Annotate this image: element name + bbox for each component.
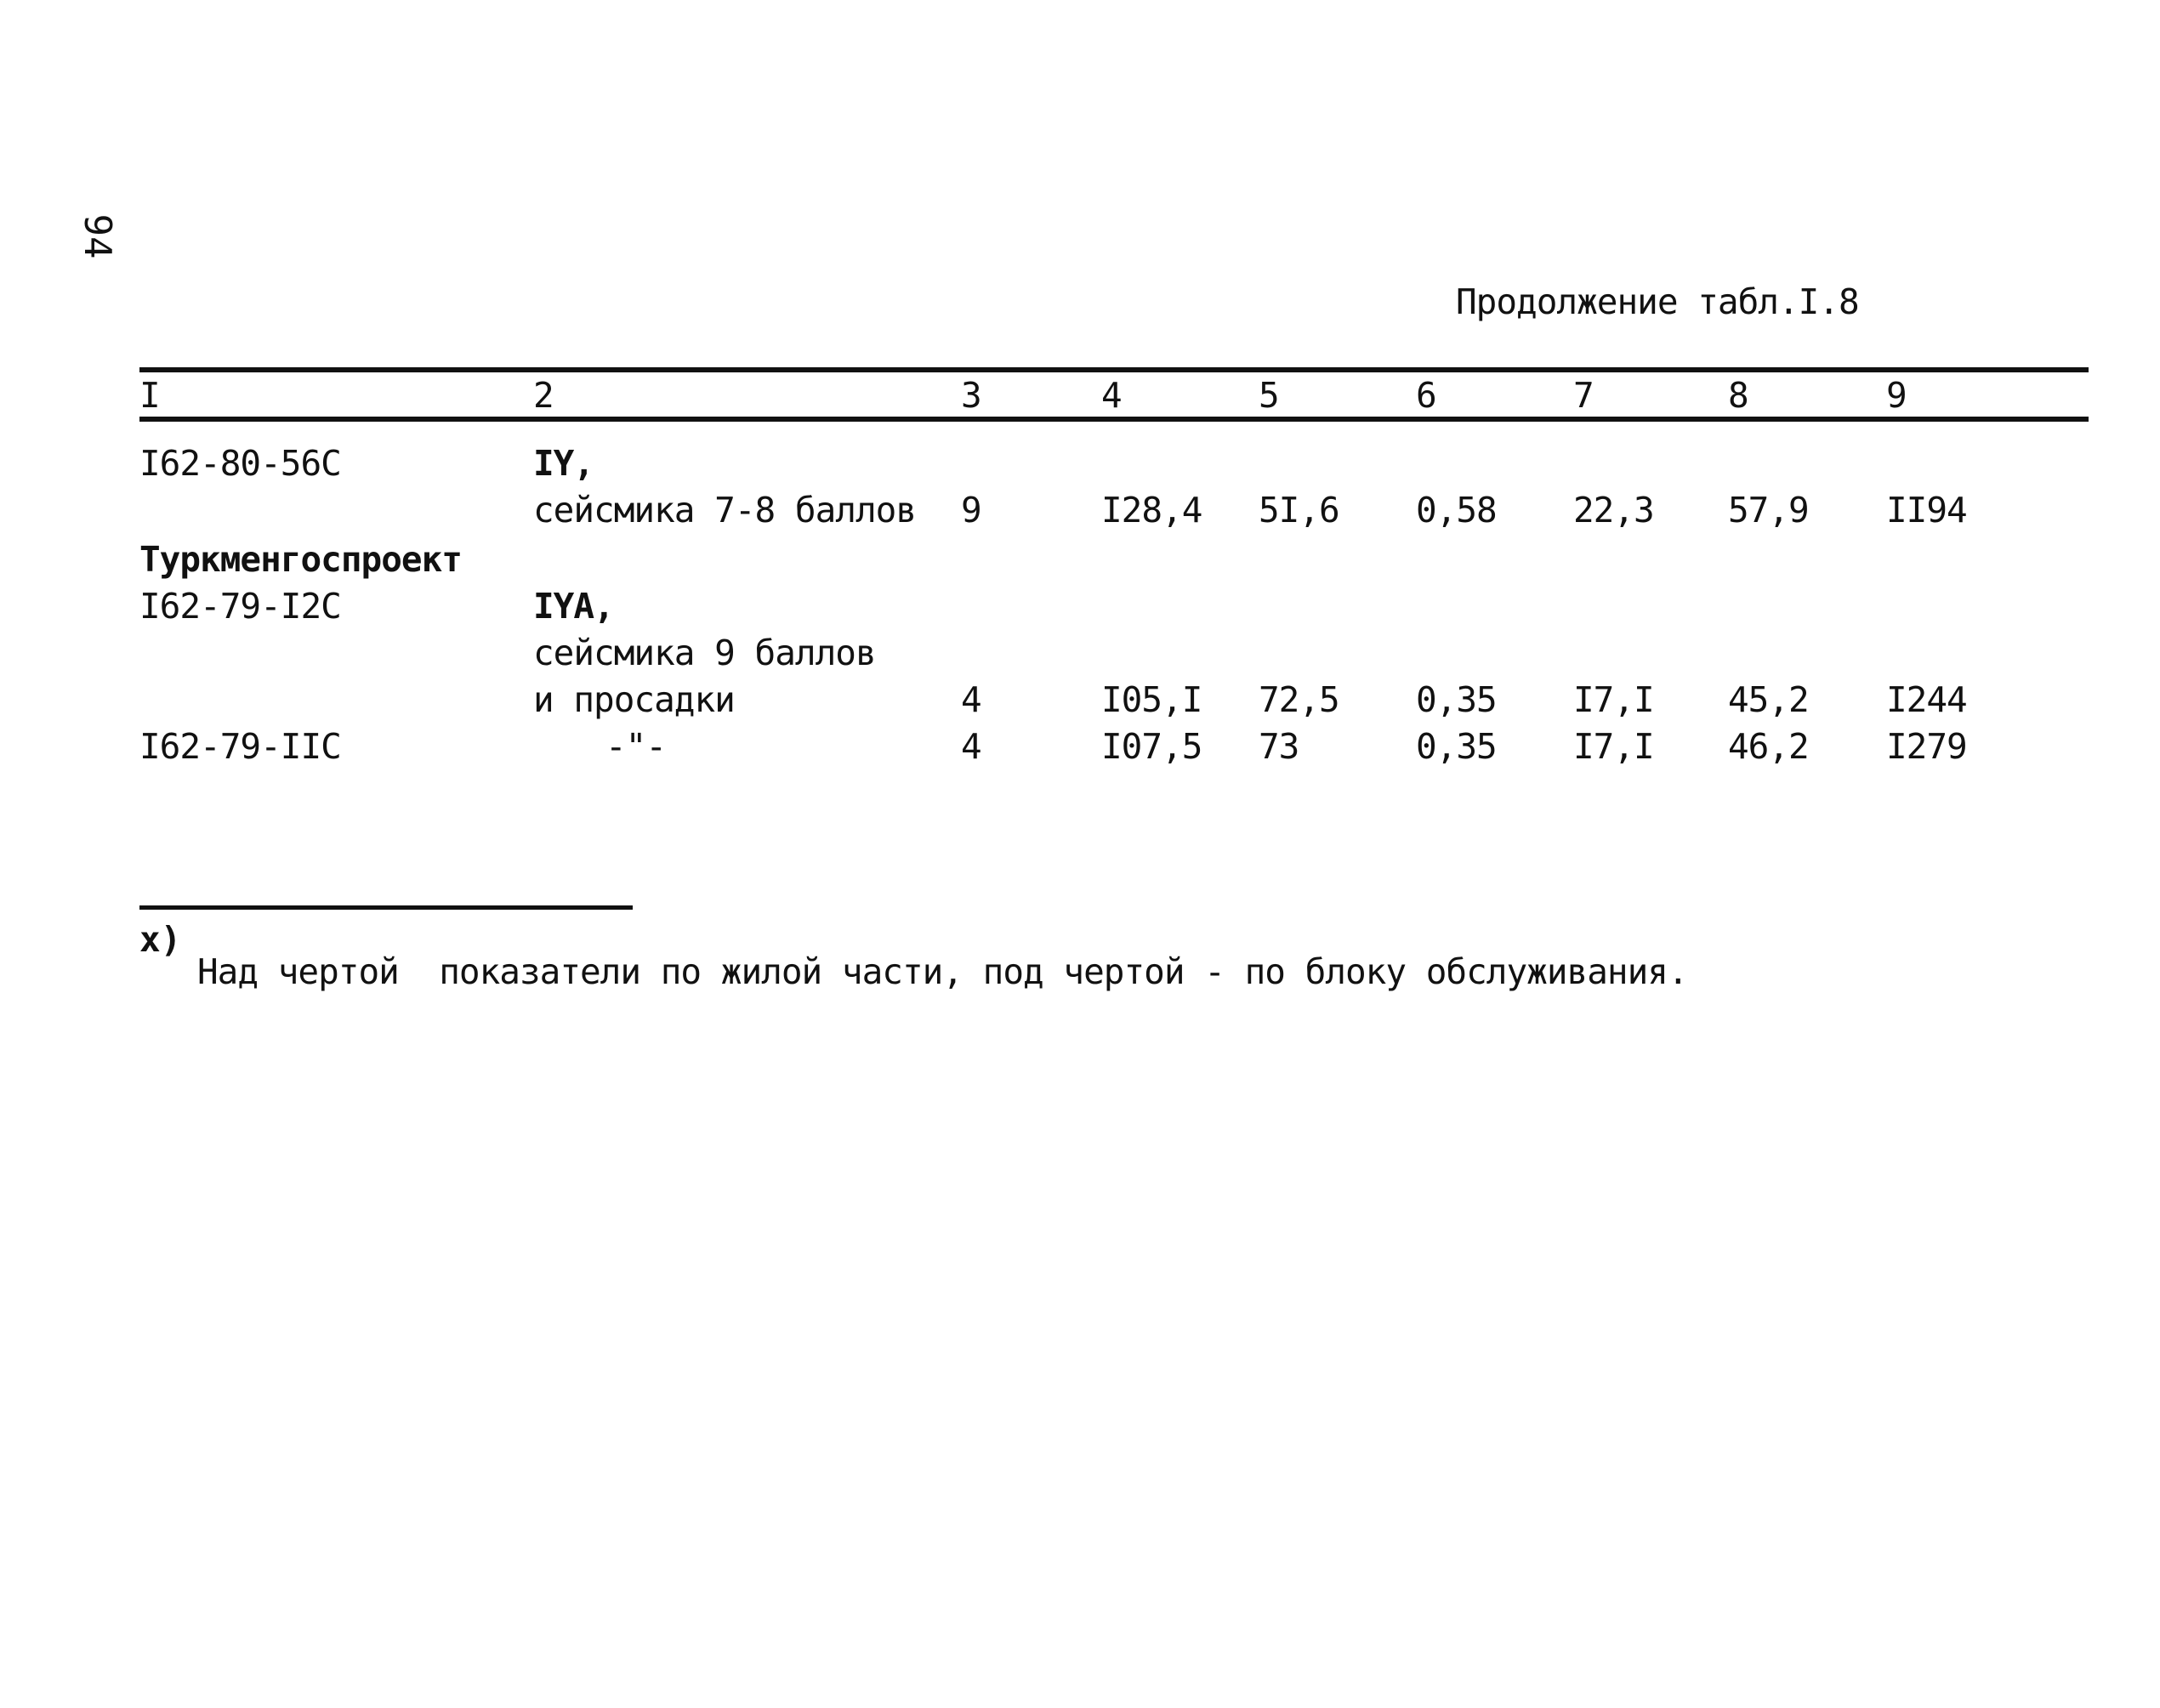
row-3-col-4: I07,5 <box>1101 726 1202 767</box>
row-3-col-7: I7,I <box>1573 726 1654 767</box>
row-2-col-2-line-1: IYA, <box>533 586 614 627</box>
table-top-rule <box>139 367 2089 372</box>
table-header-rule <box>139 417 2089 422</box>
row-2-col-2-line-2: сейсмика 9 баллов <box>533 633 876 673</box>
row-1-col-2-line-2: сейсмика 7-8 баллов <box>533 490 916 531</box>
row-1-col-7: 22,3 <box>1573 490 1654 531</box>
table-group-heading: Туркменгоспроект <box>139 539 462 580</box>
row-1-col-2-line-1: IY, <box>533 443 594 484</box>
row-2-col-1: I62-79-I2C <box>139 586 341 627</box>
row-2-col-4: I05,I <box>1101 679 1202 720</box>
header-col-8: 8 <box>1728 375 1748 416</box>
row-3-col-2-ditto: -"- <box>605 726 667 767</box>
row-3-col-6: 0,35 <box>1416 726 1497 767</box>
row-2-col-9: I244 <box>1886 679 1967 720</box>
header-col-4: 4 <box>1101 375 1122 416</box>
row-3-col-8: 46,2 <box>1728 726 1809 767</box>
row-2-col-6: 0,35 <box>1416 679 1497 720</box>
page-number: 94 <box>76 213 119 259</box>
row-1-col-5: 5I,6 <box>1259 490 1339 531</box>
header-col-9: 9 <box>1886 375 1907 416</box>
table-caption: Продолжение табл.I.8 <box>1456 281 1859 322</box>
row-1-col-8: 57,9 <box>1728 490 1809 531</box>
row-3-col-1: I62-79-IIC <box>139 726 341 767</box>
footnote-mark: x) <box>139 919 182 960</box>
header-col-5: 5 <box>1259 375 1279 416</box>
header-col-3: 3 <box>961 375 981 416</box>
row-2-col-2-line-3: и просадки <box>533 679 735 720</box>
row-2-col-3: 4 <box>961 679 981 720</box>
header-col-7: 7 <box>1573 375 1594 416</box>
row-2-col-7: I7,I <box>1573 679 1654 720</box>
row-3-col-9: I279 <box>1886 726 1967 767</box>
row-1-col-9: II94 <box>1886 490 1967 531</box>
footnote-text: Над чертой показатели по жилой части, под чертой - по блоку обслуживания. <box>197 951 1688 992</box>
row-3-col-3: 4 <box>961 726 981 767</box>
row-3-col-5: 73 <box>1259 726 1299 767</box>
header-col-1: I <box>139 375 160 416</box>
row-1-col-3: 9 <box>961 490 981 531</box>
row-2-col-8: 45,2 <box>1728 679 1809 720</box>
row-1-col-6: 0,58 <box>1416 490 1497 531</box>
row-1-col-4: I28,4 <box>1101 490 1202 531</box>
row-2-col-5: 72,5 <box>1259 679 1339 720</box>
header-col-6: 6 <box>1416 375 1436 416</box>
footnote-rule <box>139 905 633 910</box>
header-col-2: 2 <box>533 375 554 416</box>
row-1-col-1: I62-80-56C <box>139 443 341 484</box>
